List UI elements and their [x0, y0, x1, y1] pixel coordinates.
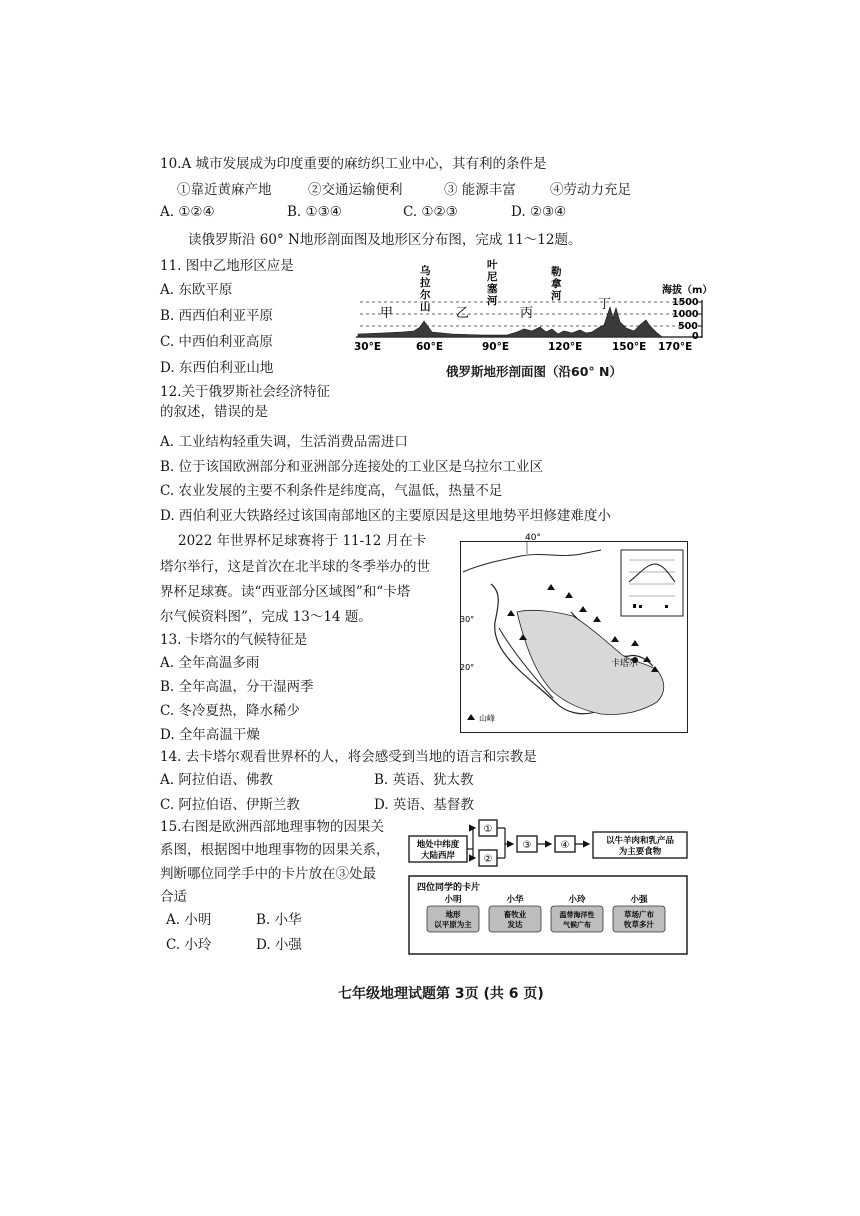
- q10-option-c[interactable]: C. ①②③: [403, 204, 458, 220]
- q13-option-b[interactable]: B. 全年高温，分干湿两季: [160, 679, 314, 695]
- q13-option-c[interactable]: C. 冬冷夏热，降水稀少: [160, 703, 300, 719]
- q10-condition-3: ③ 能源丰富: [444, 182, 516, 198]
- page-footer: 七年级地理试题第 3页 (共 6 页): [338, 986, 544, 1002]
- q10-condition-1: ①靠近黄麻产地: [177, 182, 272, 198]
- q12-option-a[interactable]: A. 工业结构轻重失调，生活消费品需进口: [160, 434, 408, 450]
- q11-option-a[interactable]: A. 东欧平原: [160, 282, 233, 298]
- ural-label-2: 拉: [420, 277, 431, 289]
- russia-terrain-profile: [352, 258, 713, 354]
- map-lat-20: 20°: [460, 663, 475, 672]
- map-legend-text: 山峰: [479, 714, 495, 723]
- q15-stem-line3: 判断哪位同学手中的卡片放在③处最: [160, 866, 376, 882]
- q10-option-d[interactable]: D. ②③④: [511, 204, 567, 220]
- q12-option-c[interactable]: C. 农业发展的主要不利条件是纬度高，气温低，热量不足: [160, 483, 503, 499]
- lena-label-3: 河: [551, 290, 562, 302]
- profile-y-label: 海拔（m）: [662, 285, 713, 296]
- west-asia-map: [460, 533, 688, 733]
- profile-x-tick-60: 60°E: [416, 341, 444, 353]
- profile-x-tick-30: 30°E: [354, 341, 382, 353]
- card-2-name: 小华: [506, 895, 524, 905]
- q10-option-a[interactable]: A. ①②④: [160, 204, 215, 220]
- yenisei-label-3: 塞: [487, 283, 498, 295]
- flow-start-line2: 大陆西岸: [420, 851, 456, 861]
- q15-stem-line1: 15.右图是欧洲西部地理事物的因果关: [160, 819, 384, 835]
- card-3-text1: 温带海洋性: [559, 911, 595, 919]
- q10-condition-2: ②交通运输便利: [308, 182, 403, 198]
- q11-option-d[interactable]: D. 东西伯利亚山地: [160, 360, 274, 376]
- arabian-peninsula: [517, 610, 664, 714]
- profile-y-tick-0: 0: [692, 331, 699, 342]
- ural-label-3: 尔: [420, 289, 431, 301]
- q15-stem-line4: 合适: [160, 889, 187, 905]
- card-4-name: 小强: [630, 895, 648, 905]
- q11-option-b[interactable]: B. 西西伯利亚平原: [160, 308, 274, 324]
- ural-label-4: 山: [420, 301, 431, 313]
- yenisei-label-4: 河: [487, 295, 498, 307]
- profile-caption: 俄罗斯地形剖面图（沿60° N）: [446, 364, 622, 379]
- card-4-text1: 草场广布: [624, 910, 654, 919]
- q15-option-d[interactable]: D. 小强: [256, 937, 302, 953]
- card-2-text1: 畜牧业: [503, 910, 527, 919]
- card-1-text1: 地形: [445, 910, 461, 919]
- intro-11-12: 读俄罗斯沿 60° N地形剖面图及地形区分布图，完成 11～12题。: [188, 232, 582, 248]
- yenisei-label-1: 叶: [487, 259, 498, 271]
- lena-label-2: 拿: [551, 278, 562, 290]
- ural-label-1: 乌: [420, 265, 431, 277]
- flow-box-1-label: ①: [483, 824, 493, 835]
- flow-end-line2: 为主要食物: [618, 847, 662, 857]
- q14-option-d[interactable]: D. 英语、基督教: [374, 797, 474, 813]
- region-ding: 丁: [598, 297, 612, 312]
- card-1-text2: 以平原为主: [434, 920, 472, 929]
- region-bing: 丙: [520, 306, 534, 321]
- q15-stem-line2: 系图，根据图中地理事物的因果关系，: [160, 842, 390, 858]
- region-yi: 乙: [456, 306, 470, 321]
- profile-y-tick-1000: 1000: [672, 309, 699, 320]
- map-qatar-label: 卡塔尔: [611, 659, 639, 669]
- q11-stem: 11. 图中乙地形区应是: [160, 258, 294, 274]
- intro-13-14-line3: 界杯足球赛。读“西亚部分区域图”和“卡塔: [160, 584, 411, 600]
- q10-condition-4: ④劳动力充足: [550, 182, 631, 198]
- flow-box-3-label: ③: [522, 840, 532, 851]
- map-lat-30: 30°: [460, 615, 475, 624]
- q12-stem-line1: 12.关于俄罗斯社会经济特征: [160, 384, 330, 400]
- intro-13-14-line2: 塔尔举行，这是首次在北半球的冬季举办的世: [160, 559, 430, 575]
- card-3-name: 小玲: [568, 895, 586, 905]
- yenisei-label-2: 尼: [487, 271, 498, 283]
- q12-stem-line2: 的叙述，错误的是: [160, 404, 268, 420]
- q10-option-b[interactable]: B. ①③④: [287, 204, 342, 220]
- lena-label-1: 勒: [551, 266, 562, 278]
- terrain-silhouette: [358, 307, 662, 337]
- flow-end-line1: 以牛羊肉和乳产品: [605, 836, 675, 846]
- q12-option-b[interactable]: B. 位于该国欧洲部分和亚洲部分连接处的工业区是乌拉尔工业区: [160, 459, 544, 475]
- card-2-text2: 发达: [507, 920, 523, 929]
- intro-13-14-line4: 尔气候资料图”，完成 13～14 题。: [160, 609, 372, 625]
- q15-option-a[interactable]: A. 小明: [166, 912, 212, 928]
- profile-x-tick-150: 150°E: [612, 341, 647, 353]
- flow-start-line1: 地处中纬度: [416, 840, 460, 850]
- q12-option-d[interactable]: D. 西伯利亚大铁路经过该国南部地区的主要原因是这里地势平坦修建难度小: [160, 508, 611, 524]
- q13-option-a[interactable]: A. 全年高温多雨: [160, 655, 260, 671]
- q14-option-a[interactable]: A. 阿拉伯语、佛教: [160, 772, 273, 788]
- q15-option-b[interactable]: B. 小华: [256, 912, 302, 928]
- q15-option-c[interactable]: C. 小玲: [166, 937, 212, 953]
- profile-x-tick-120: 120°E: [548, 341, 583, 353]
- mountain-legend-icon: [467, 714, 475, 720]
- map-lon-label: 40°: [525, 533, 541, 543]
- intro-13-14-line1: 2022 年世界杯足球赛将于 11-12 月在卡: [178, 533, 427, 549]
- card-1-name: 小明: [444, 895, 462, 905]
- flow-box-4-label: ④: [560, 840, 570, 851]
- q10-stem: 10.A 城市发展成为印度重要的麻纺织工业中心，其有利的条件是: [160, 156, 547, 172]
- q14-option-c[interactable]: C. 阿拉伯语、伊斯兰教: [160, 797, 300, 813]
- q14-option-b[interactable]: B. 英语、犹太教: [374, 772, 474, 788]
- q13-option-d[interactable]: D. 全年高温干燥: [160, 727, 260, 743]
- q11-option-c[interactable]: C. 中西伯利亚高原: [160, 334, 273, 350]
- profile-x-tick-170: 170°E: [658, 341, 693, 353]
- card-4-text2: 牧草多汁: [624, 920, 654, 929]
- profile-y-tick-1500: 1500: [672, 297, 699, 308]
- q13-stem: 13. 卡塔尔的气候特征是: [160, 632, 308, 648]
- flow-box-2-label: ②: [483, 854, 493, 865]
- cards-title: 四位同学的卡片: [417, 883, 481, 893]
- profile-x-tick-90: 90°E: [482, 341, 510, 353]
- card-3-text2: 气候广布: [563, 921, 591, 929]
- q14-stem: 14. 去卡塔尔观看世界杯的人，将会感受到当地的语言和宗教是: [160, 749, 537, 765]
- west-asia-map-drawing: [460, 533, 687, 732]
- region-jia: 甲: [380, 306, 394, 321]
- causal-flow-chart: [405, 818, 695, 958]
- profile-y-tick-500: 500: [678, 321, 698, 332]
